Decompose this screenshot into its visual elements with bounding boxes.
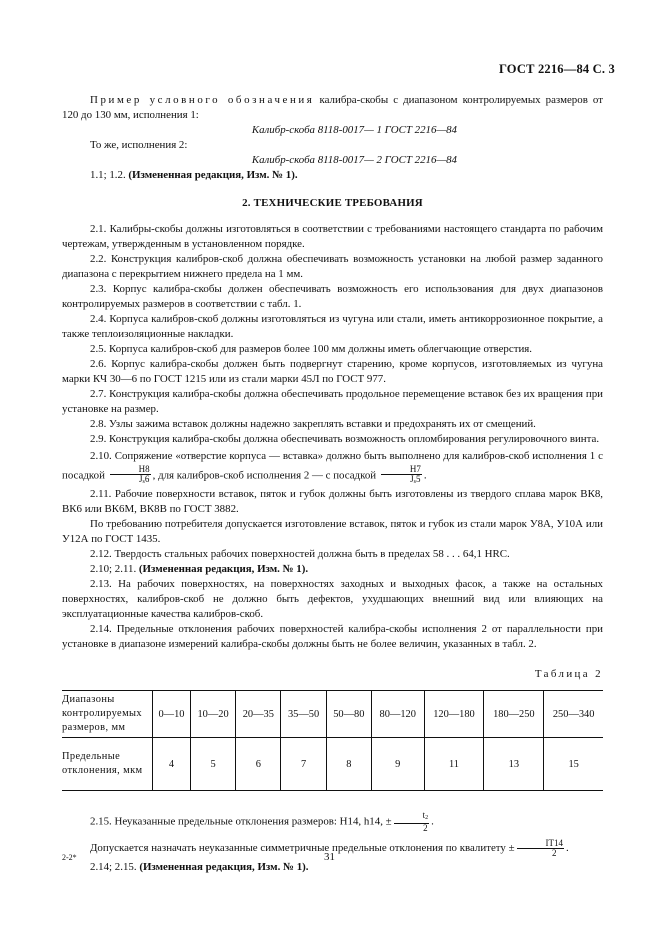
allowance-end: .	[566, 842, 569, 854]
example-text: калибра-скобы с диапазоном контролируемых размеров от 120 до 130 мм, исполнения 1:	[62, 94, 603, 121]
amendment-note-1	[62, 168, 603, 183]
clause-2-10	[62, 447, 603, 487]
fit-fraction-2	[381, 465, 422, 487]
clause-2-10-text-c: .	[423, 469, 427, 482]
clause-2-9: 2.9. Конструкция калибра-скобы должна обеспечивать возможность опломбирования регулировочного винта.	[90, 433, 600, 445]
table-caption: Таблица 2	[534, 668, 603, 680]
table-cell: 9	[371, 738, 424, 791]
clause-2-14: 2.14. Предельные отклонения рабочих поверхностей калибра-скобы исполнения 2 от параллельности при установке в диапазоне измерений калибра-скобы должны быть не более величин, указанных в табл. 2.	[62, 623, 603, 650]
clause-2-4: 2.4. Корпуса калибров-скоб должны изготовляться из чугуна или стали, иметь антикоррозионное покрытие, а также теплоизоляционные накладки.	[62, 313, 603, 340]
sheet-mark: 2-2*	[62, 853, 77, 862]
clause-2-10-text-b: , для калибров-скоб исполнения 2 — с посадкой	[152, 469, 377, 482]
fit-2-den-grade: 5	[416, 474, 421, 484]
table-cell: 5	[190, 738, 235, 791]
amendment-ref: 2.14; 2.15.	[90, 861, 140, 873]
fit-1-denominator	[110, 475, 151, 487]
table-cell: 13	[484, 738, 544, 791]
table-cell: 35—50	[281, 691, 326, 738]
table-cell: 6	[236, 738, 281, 791]
same-text: То же, исполнения 2:	[90, 139, 188, 151]
allowance-text: Допускается назначать неуказанные симметричные предельные отклонения по квалитету ±	[90, 842, 515, 854]
clause-2-2: 2.2. Конструкция калибров-скоб должна обеспечивать возможность установки на любой размер заданного диапазона с перекрытием нижнего предела на 1 мм.	[62, 253, 603, 280]
amendment-text: (Измененная редакция, Изм. № 1).	[138, 563, 309, 575]
table-cell: 11	[424, 738, 484, 791]
table-cell: 120—180	[424, 691, 484, 738]
clause-2-7: 2.7. Конструкция калибра-скобы должна обеспечивать продольное перемещение вставок без их вращения при установке на размер.	[62, 388, 603, 415]
fit-2-denominator	[381, 475, 422, 487]
amendment-ref: 2.10; 2.11.	[90, 563, 139, 575]
page-number: 31	[324, 851, 335, 863]
table-cell: 15	[544, 738, 603, 791]
table-cell: 10—20	[190, 691, 235, 738]
tolerance-table	[62, 690, 603, 791]
fit-2-numerator: H7	[381, 465, 422, 475]
clause-2-3: 2.3. Корпус калибра-скобы должен обеспечивать возможность его использования для двух диапазонов контролируемых размеров в соответствии с табл. 1.	[62, 283, 603, 310]
clause-2-15-text: 2.15. Неуказанные предельные отклонения размеров: H14, h14, ±	[90, 815, 392, 828]
fit-1-den-sub: s	[142, 479, 145, 485]
it-denominator: 2	[552, 848, 557, 858]
clause-2-13: 2.13. На рабочих поверхностях, на поверхностях заходных и выходных фасок, а также на остальных поверхностях, калибров-скоб не должно быть дефектов, ухудшающих внешний вид или влияющих на эксплуатационные качества калибров-скоб.	[62, 578, 603, 620]
table-cell: 4	[153, 738, 191, 791]
clause-2-10-text-a: 2.10. Сопряжение «отверстие корпуса — вставка» должно быть выполнено для калибров-скоб исполнения 1 с посадкой	[62, 450, 603, 482]
it-fraction	[517, 839, 565, 858]
clause-2-5: 2.5. Корпуса калибров-скоб для размеров более 100 мм должны иметь облегчающие отверстия.	[90, 343, 533, 355]
clause-2-15	[62, 811, 603, 833]
clause-2-8: 2.8. Узлы зажима вставок должны надежно закреплять вставки и предохранять их от смещений.	[90, 418, 536, 430]
t-sub: 2	[425, 815, 429, 821]
table-cell: 20—35	[236, 691, 281, 738]
fit-1-den-grade: 6	[144, 474, 150, 484]
table-cell: 0—10	[153, 691, 191, 738]
fit-fraction-1	[110, 465, 151, 487]
table-row-ranges	[62, 691, 603, 738]
designation-2: Калибр-скоба 8118-0017— 2 ГОСТ 2216—84	[251, 154, 457, 166]
clause-2-12: 2.12. Твердость стальных рабочих поверхностей должна быть в пределах 58 . . . 64,1 HRC.	[90, 548, 510, 560]
table-row-deviations	[62, 738, 603, 791]
example-paragraph	[62, 93, 603, 123]
clause-2-6: 2.6. Корпус калибра-скобы должен быть подвергнут старению, кроме корпусов, изготовляемых из чугуна марки КЧ 30—6 по ГОСТ 1215 или из стали марки 45Л по ГОСТ 977.	[62, 358, 603, 385]
designation-1: Калибр-скоба 8118-0017— 1 ГОСТ 2216—84	[251, 124, 457, 136]
table-cell: 50—80	[326, 691, 371, 738]
table-cell: 8	[326, 738, 371, 791]
amendment-ref: 1.1; 1.2.	[90, 169, 129, 181]
table-cell: 180—250	[484, 691, 544, 738]
fit-1-den-letter: J	[138, 474, 143, 484]
document-body	[62, 93, 603, 875]
clause-2-1: 2.1. Калибры-скобы должны изготовляться в соответствии с требованиями настоящего стандарта по рабочим чертежам, утвержденным в установленном порядке.	[62, 223, 603, 250]
t-letter: t	[422, 810, 426, 820]
table-row-label: Диапазоны контролируемых размеров, мм	[62, 691, 153, 738]
fit-2-den-letter: J	[410, 474, 414, 484]
section-title: 2. ТЕХНИЧЕСКИЕ ТРЕБОВАНИЯ	[242, 197, 423, 209]
clause-2-11: 2.11. Рабочие поверхности вставок, пяток и губок должны быть изготовлены из твердого сплава марок ВК8, ВК6 или ВК6М, ВК8В по ГОСТ 3882.	[62, 488, 603, 515]
t-denominator: 2	[423, 823, 428, 833]
fit-1-numerator: H8	[110, 465, 151, 475]
clause-2-15-end: .	[431, 815, 434, 828]
table-cell: 7	[281, 738, 326, 791]
it-numerator: IT14	[517, 839, 565, 849]
page-header: ГОСТ 2216—84 С. 3	[498, 62, 615, 76]
amendment-text: (Измененная редакция, Изм. № 1).	[128, 169, 298, 181]
table-row-label: Предельные отклонения, мкм	[62, 738, 153, 791]
example-label: Пример условного обозначения	[90, 94, 315, 106]
t-fraction	[394, 811, 430, 833]
amendment-note-2	[62, 562, 603, 577]
fit-2-den-sub: s	[413, 479, 417, 485]
amendment-text: (Измененная редакция, Изм. № 1).	[139, 861, 309, 873]
clause-2-11-b: По требованию потребителя допускается изготовление вставок, пяток и губок из стали марок У8А, У10А или У12А по ГОСТ 1435.	[62, 518, 603, 545]
table-cell: 250—340	[544, 691, 603, 738]
table-cell: 80—120	[371, 691, 424, 738]
